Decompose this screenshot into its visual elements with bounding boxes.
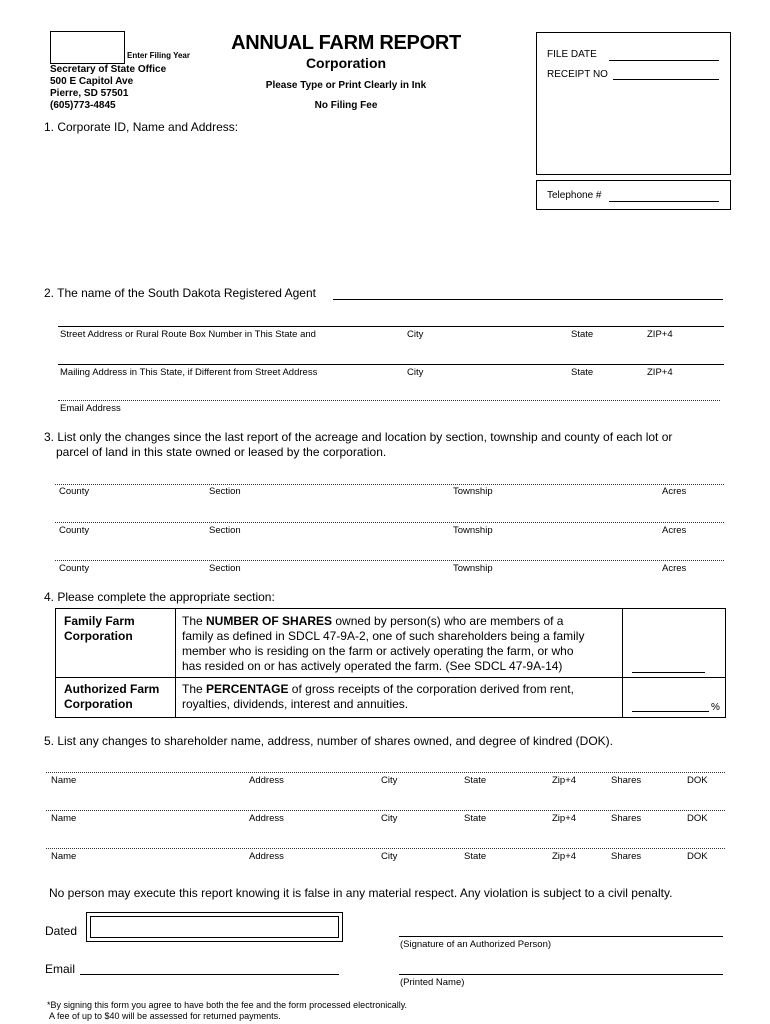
office-line: Pierre, SD 57501	[50, 88, 129, 99]
dok-label: DOK	[687, 813, 708, 824]
registered-agent-line[interactable]	[333, 299, 723, 300]
file-date-line	[609, 60, 719, 61]
penalty-statement: No person may execute this report knowing it is false in any material respect. Any violation is subject to a civil penalty.	[49, 886, 673, 900]
county-label: County	[59, 525, 90, 536]
mailing-state-label: State	[571, 367, 594, 378]
family-farm-text-line: has resided on or has actively operated the farm. (See SDCL 47-9A-14)	[182, 659, 563, 673]
city-label: City	[381, 813, 398, 824]
receipt-no-line	[613, 79, 719, 80]
acres-label: Acres	[662, 486, 687, 497]
name-label: Name	[51, 775, 77, 786]
zip-label: Zip+4	[552, 851, 577, 862]
authorized-farm-label	[64, 682, 159, 712]
email-line[interactable]	[80, 974, 339, 975]
dated-label: Dated	[45, 924, 78, 938]
printed-name-line[interactable]	[399, 974, 723, 975]
family-farm-label	[64, 614, 135, 644]
auth-text-post: of gross receipts of the corporation derived from rent,	[288, 682, 574, 696]
section-3-line-2: parcel of land in this state owned or leased by the corporation.	[56, 445, 387, 459]
street-address-line[interactable]	[58, 326, 724, 327]
telephone-label: Telephone #	[547, 190, 602, 201]
address-label: Address	[249, 775, 284, 786]
state-label: State	[464, 775, 487, 786]
section-col-label: Section	[209, 563, 241, 574]
section-col-label: Section	[209, 525, 241, 536]
dated-input-inner	[90, 916, 339, 938]
street-state-label: State	[571, 329, 594, 340]
address-label: Address	[249, 851, 284, 862]
dok-label: DOK	[687, 775, 708, 786]
name-label: Name	[51, 851, 77, 862]
section-3-line-1: 3. List only the changes since the last report of the acreage and location by section, township and county of each lot or	[44, 430, 673, 444]
signature-line[interactable]	[399, 936, 723, 937]
family-farm-label-line: Family Farm	[64, 614, 135, 628]
family-text-pre: The	[182, 614, 207, 628]
printed-name-caption: (Printed Name)	[400, 977, 465, 988]
section-5-label: 5. List any changes to shareholder name, address, number of shares owned, and degree of kindred (DOK).	[44, 734, 613, 748]
signature-caption: (Signature of an Authorized Person)	[400, 939, 552, 950]
land-row-line[interactable]	[55, 560, 724, 561]
corporation-type-table	[55, 608, 726, 718]
table-vdivider-2	[622, 609, 623, 717]
email-label: Email	[45, 962, 76, 976]
acres-label: Acres	[662, 525, 687, 536]
street-zip-label: ZIP+4	[647, 329, 673, 340]
email-address-label: Email Address	[60, 403, 121, 414]
section-4-label: 4. Please complete the appropriate section:	[44, 590, 275, 604]
family-text-bold: NUMBER OF SHARES	[206, 614, 333, 628]
telephone-line[interactable]	[609, 201, 719, 202]
zip-label: Zip+4	[552, 775, 577, 786]
table-hdivider	[56, 677, 725, 678]
city-label: City	[381, 775, 398, 786]
returned-payment-note: A fee of up to $40 will be assessed for returned payments.	[49, 1011, 281, 1021]
family-farm-text-line	[182, 614, 584, 629]
shareholder-row-line[interactable]	[46, 848, 725, 849]
office-line: (605)773-4845	[50, 100, 116, 111]
street-address-label: Street Address or Rural Route Box Number in This State and	[60, 329, 316, 340]
auth-text-pre: The	[182, 682, 207, 696]
office-use-box	[536, 32, 731, 175]
authorized-farm-label-line: Authorized Farm	[64, 682, 160, 696]
shareholder-row-line[interactable]	[46, 772, 725, 773]
table-vdivider-1	[175, 609, 176, 717]
authorized-farm-label-line: Corporation	[64, 697, 133, 711]
office-line: Secretary of State Office	[50, 64, 167, 75]
office-line: 500 E Capitol Ave	[50, 76, 134, 87]
family-farm-text	[182, 614, 584, 674]
email-address-line[interactable]	[58, 400, 720, 401]
electronic-processing-note: *By signing this form you agree to have both the fee and the form processed electronically.	[47, 1000, 408, 1010]
percent-sign: %	[711, 702, 720, 713]
state-label: State	[464, 851, 487, 862]
mailing-city-label: City	[407, 367, 424, 378]
telephone-box	[536, 180, 731, 210]
state-label: State	[464, 813, 487, 824]
land-row-line[interactable]	[55, 522, 724, 523]
acres-label: Acres	[662, 563, 687, 574]
zip-label: Zip+4	[552, 813, 577, 824]
county-label: County	[59, 563, 90, 574]
dated-input[interactable]	[86, 912, 343, 942]
family-text-post: owned by person(s) who are members of a	[332, 614, 564, 628]
family-farm-text-line: member who is residing on the farm or actively operating the farm, or who	[182, 644, 574, 658]
shares-label: Shares	[611, 813, 642, 824]
file-date-label: FILE DATE	[547, 49, 597, 60]
city-label: City	[381, 851, 398, 862]
section-col-label: Section	[209, 486, 241, 497]
name-label: Name	[51, 813, 77, 824]
page-title: ANNUAL FARM REPORT	[231, 32, 461, 54]
percentage-line[interactable]	[632, 711, 709, 712]
authorized-farm-text-line	[182, 682, 574, 697]
family-farm-text-line: family as defined in SDCL 47-9A-2, one of such shareholders being a family	[182, 629, 585, 643]
section-1-label: 1. Corporate ID, Name and Address:	[44, 120, 239, 134]
mailing-address-line[interactable]	[58, 364, 724, 365]
filing-year-label: Enter Filing Year	[127, 51, 190, 60]
number-of-shares-line[interactable]	[632, 672, 705, 673]
street-city-label: City	[407, 329, 424, 340]
filing-year-input[interactable]	[50, 31, 125, 64]
shareholder-row-line[interactable]	[46, 810, 725, 811]
section-2-label: 2. The name of the South Dakota Registered Agent	[44, 286, 316, 300]
township-label: Township	[453, 525, 493, 536]
authorized-farm-text-line: royalties, dividends, interest and annuities.	[182, 697, 409, 711]
township-label: Township	[453, 486, 493, 497]
section-3-label	[44, 430, 672, 460]
mailing-address-label: Mailing Address in This State, if Different from Street Address	[60, 367, 318, 378]
dok-label: DOK	[687, 851, 708, 862]
land-row-line[interactable]	[55, 484, 724, 485]
shares-label: Shares	[611, 851, 642, 862]
authorized-farm-text	[182, 682, 574, 712]
fee-note: No Filing Fee	[314, 100, 378, 111]
township-label: Township	[453, 563, 493, 574]
page-subtitle: Corporation	[305, 55, 387, 71]
office-address	[50, 64, 166, 112]
mailing-zip-label: ZIP+4	[647, 367, 673, 378]
auth-text-bold: PERCENTAGE	[206, 682, 289, 696]
county-label: County	[59, 486, 90, 497]
family-farm-label-line: Corporation	[64, 629, 133, 643]
receipt-no-label: RECEIPT NO	[547, 69, 608, 80]
print-instruction: Please Type or Print Clearly in Ink	[265, 80, 427, 91]
shares-label: Shares	[611, 775, 642, 786]
address-label: Address	[249, 813, 284, 824]
